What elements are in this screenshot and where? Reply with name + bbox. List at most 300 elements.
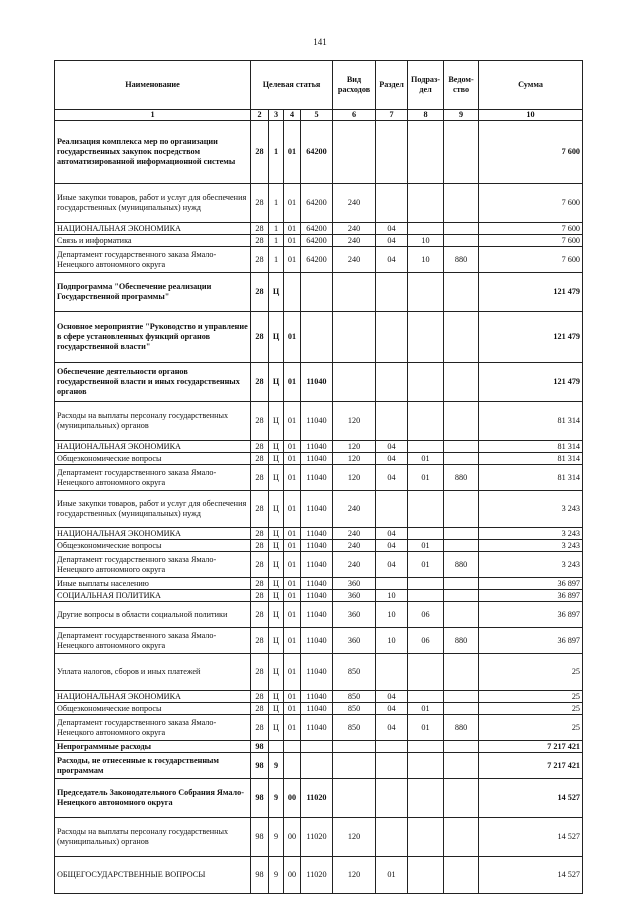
row-name: Общеэкономические вопросы [55,703,251,715]
section-code: 04 [376,540,408,552]
subsection-code [408,818,444,857]
header-name: Наименование [55,61,251,110]
target-code-program: 28 [251,247,269,273]
row-name: Департамент государственного заказа Ямало-Ненецкого автономного округа [55,552,251,578]
target-code-event: 01 [284,465,301,491]
target-code-direction: 11040 [301,441,333,453]
target-code-program: 28 [251,590,269,602]
expense-type: 120 [333,441,376,453]
target-code-subprogram: Ц [269,691,284,703]
expense-type: 850 [333,715,376,741]
expense-type [333,312,376,363]
target-code-program: 98 [251,753,269,779]
section-code [376,753,408,779]
department-code [444,602,479,628]
department-code [444,590,479,602]
target-code-event: 01 [284,578,301,590]
target-code-subprogram: Ц [269,402,284,441]
amount: 36 897 [479,628,583,654]
expense-type: 240 [333,491,376,528]
row-name: Общеэкономические вопросы [55,540,251,552]
table-row [55,235,583,247]
target-code-direction: 11020 [301,779,333,818]
department-code [444,578,479,590]
budget-table [54,60,583,894]
expense-type: 240 [333,552,376,578]
target-code-direction: 11040 [301,691,333,703]
expense-type: 120 [333,465,376,491]
expense-type [333,121,376,184]
row-name: Непрограммные расходы [55,741,251,753]
row-name: Другие вопросы в области социальной политики [55,602,251,628]
column-number: 1 [55,110,251,121]
table-body [55,121,583,894]
amount: 25 [479,654,583,691]
table-row [55,223,583,235]
table-row [55,779,583,818]
row-name: Общеэкономические вопросы [55,453,251,465]
expense-type: 240 [333,235,376,247]
target-code-subprogram: 1 [269,223,284,235]
subsection-code: 10 [408,235,444,247]
column-number: 6 [333,110,376,121]
subsection-code [408,578,444,590]
section-code: 04 [376,528,408,540]
target-code-program: 28 [251,628,269,654]
target-code-program: 28 [251,540,269,552]
target-code-event [284,273,301,312]
row-name: Расходы, не отнесенные к государственным программам [55,753,251,779]
target-code-event: 01 [284,528,301,540]
subsection-code [408,779,444,818]
target-code-program: 98 [251,741,269,753]
target-code-subprogram: 1 [269,121,284,184]
amount: 7 600 [479,235,583,247]
section-code: 10 [376,628,408,654]
target-code-program: 28 [251,402,269,441]
target-code-event: 01 [284,628,301,654]
column-number: 9 [444,110,479,121]
target-code-event: 00 [284,818,301,857]
target-code-subprogram [269,741,284,753]
target-code-event: 01 [284,703,301,715]
target-code-direction: 64200 [301,184,333,223]
amount: 14 527 [479,857,583,894]
target-code-subprogram: 1 [269,184,284,223]
department-code [444,540,479,552]
section-code [376,184,408,223]
target-code-program: 28 [251,703,269,715]
table-row [55,628,583,654]
expense-type [333,753,376,779]
row-name: НАЦИОНАЛЬНАЯ ЭКОНОМИКА [55,441,251,453]
department-code [444,441,479,453]
target-code-direction: 11040 [301,602,333,628]
subsection-code [408,223,444,235]
department-code [444,273,479,312]
row-name: Иные закупки товаров, работ и услуг для обеспечения государственных (муниципальных) нужд [55,184,251,223]
column-number: 10 [479,110,583,121]
department-code [444,121,479,184]
target-code-event: 01 [284,453,301,465]
target-code-direction: 11040 [301,590,333,602]
expense-type: 360 [333,628,376,654]
subsection-code: 01 [408,703,444,715]
target-code-direction: 11040 [301,363,333,402]
subsection-code [408,857,444,894]
target-code-direction: 11040 [301,715,333,741]
row-name: Председатель Законодательного Собрания Ямало-Ненецкого автономного округа [55,779,251,818]
section-code [376,363,408,402]
row-name: ОБЩЕГОСУДАРСТВЕННЫЕ ВОПРОСЫ [55,857,251,894]
target-code-direction: 11040 [301,528,333,540]
target-code-subprogram: Ц [269,654,284,691]
target-code-direction: 64200 [301,121,333,184]
target-code-direction: 11040 [301,402,333,441]
expense-type: 850 [333,654,376,691]
row-name: Иные выплаты населению [55,578,251,590]
target-code-direction: 11020 [301,818,333,857]
section-code [376,273,408,312]
amount: 7 600 [479,121,583,184]
table-row [55,528,583,540]
department-code [444,818,479,857]
target-code-subprogram: Ц [269,715,284,741]
amount: 3 243 [479,552,583,578]
department-code: 880 [444,465,479,491]
table-row [55,703,583,715]
amount: 7 217 421 [479,741,583,753]
section-code: 04 [376,703,408,715]
target-code-subprogram: Ц [269,528,284,540]
amount: 25 [479,715,583,741]
section-code [376,654,408,691]
department-code [444,857,479,894]
subsection-code [408,654,444,691]
subsection-code [408,184,444,223]
target-code-subprogram: Ц [269,602,284,628]
header-subsection: Подраз-дел [408,61,444,110]
target-code-subprogram: 9 [269,818,284,857]
target-code-direction: 11040 [301,491,333,528]
target-code-event: 01 [284,363,301,402]
department-code [444,779,479,818]
department-code: 880 [444,628,479,654]
column-number: 5 [301,110,333,121]
row-name: Расходы на выплаты персоналу государственных (муниципальных) органов [55,402,251,441]
target-code-program: 28 [251,223,269,235]
target-code-subprogram: Ц [269,703,284,715]
target-code-event: 01 [284,312,301,363]
target-code-program: 28 [251,184,269,223]
target-code-event: 01 [284,691,301,703]
target-code-subprogram: Ц [269,273,284,312]
row-name: НАЦИОНАЛЬНАЯ ЭКОНОМИКА [55,223,251,235]
section-code [376,491,408,528]
target-code-subprogram: 1 [269,235,284,247]
amount: 3 243 [479,540,583,552]
table-row [55,402,583,441]
department-code: 880 [444,247,479,273]
expense-type [333,273,376,312]
row-name: Расходы на выплаты персоналу государственных (муниципальных) органов [55,818,251,857]
department-code [444,491,479,528]
target-code-program: 28 [251,235,269,247]
target-code-program: 28 [251,528,269,540]
section-code: 04 [376,441,408,453]
target-code-event: 01 [284,223,301,235]
section-code: 04 [376,223,408,235]
table-row [55,654,583,691]
target-code-direction: 11040 [301,465,333,491]
target-code-program: 98 [251,857,269,894]
row-name: Департамент государственного заказа Ямало-Ненецкого автономного округа [55,247,251,273]
subsection-code [408,691,444,703]
expense-type: 120 [333,453,376,465]
subsection-code [408,753,444,779]
target-code-program: 28 [251,273,269,312]
subsection-code: 01 [408,465,444,491]
target-code-subprogram: 1 [269,247,284,273]
header-department: Ведом-ство [444,61,479,110]
section-code: 04 [376,247,408,273]
row-name: Уплата налогов, сборов и иных платежей [55,654,251,691]
target-code-subprogram: Ц [269,441,284,453]
amount: 7 217 421 [479,753,583,779]
amount: 14 527 [479,779,583,818]
target-code-program: 98 [251,818,269,857]
target-code-direction: 11040 [301,453,333,465]
target-code-program: 28 [251,602,269,628]
amount: 121 479 [479,363,583,402]
expense-type: 360 [333,590,376,602]
amount: 14 527 [479,818,583,857]
target-code-subprogram: 9 [269,753,284,779]
section-code: 04 [376,453,408,465]
row-name: Подпрограмма "Обеспечение реализации Государственной программы" [55,273,251,312]
department-code [444,654,479,691]
amount: 3 243 [479,528,583,540]
table-row [55,715,583,741]
subsection-code: 06 [408,628,444,654]
row-name: Реализация комплекса мер по организации государственных закупок посредством автоматизированной информационной системы [55,121,251,184]
column-number: 2 [251,110,269,121]
target-code-subprogram: Ц [269,465,284,491]
row-name: НАЦИОНАЛЬНАЯ ЭКОНОМИКА [55,691,251,703]
amount: 7 600 [479,247,583,273]
subsection-code [408,491,444,528]
target-code-event: 00 [284,857,301,894]
target-code-event: 00 [284,779,301,818]
column-number: 7 [376,110,408,121]
expense-type: 120 [333,402,376,441]
target-code-program: 28 [251,465,269,491]
target-code-direction: 11040 [301,552,333,578]
row-name: Департамент государственного заказа Ямало-Ненецкого автономного округа [55,715,251,741]
department-code [444,402,479,441]
subsection-code [408,312,444,363]
subsection-code [408,402,444,441]
target-code-direction [301,753,333,779]
row-name: Иные закупки товаров, работ и услуг для обеспечения государственных (муниципальных) нужд [55,491,251,528]
column-number: 4 [284,110,301,121]
amount: 81 314 [479,441,583,453]
target-code-event: 01 [284,602,301,628]
target-code-direction: 11020 [301,857,333,894]
target-code-subprogram: 9 [269,857,284,894]
amount: 7 600 [479,184,583,223]
table-row [55,121,583,184]
target-code-event: 01 [284,491,301,528]
table-row [55,540,583,552]
department-code [444,703,479,715]
target-code-event: 01 [284,121,301,184]
section-code [376,779,408,818]
target-code-program: 28 [251,312,269,363]
table-row [55,753,583,779]
target-code-subprogram: Ц [269,628,284,654]
table-row [55,441,583,453]
subsection-code [408,741,444,753]
table-row [55,590,583,602]
section-code: 04 [376,691,408,703]
target-code-event [284,753,301,779]
target-code-program: 28 [251,654,269,691]
table-row [55,184,583,223]
row-name: СОЦИАЛЬНАЯ ПОЛИТИКА [55,590,251,602]
target-code-event: 01 [284,540,301,552]
header-row [55,61,583,110]
amount: 121 479 [479,273,583,312]
table-row [55,247,583,273]
target-code-event: 01 [284,552,301,578]
target-code-direction: 11040 [301,628,333,654]
section-code [376,741,408,753]
table-row [55,741,583,753]
header-sum: Сумма [479,61,583,110]
department-code [444,184,479,223]
table-row [55,691,583,703]
row-name: НАЦИОНАЛЬНАЯ ЭКОНОМИКА [55,528,251,540]
header-expense-type: Вид расходов [333,61,376,110]
subsection-code [408,363,444,402]
target-code-subprogram: Ц [269,363,284,402]
section-code: 04 [376,235,408,247]
amount: 36 897 [479,590,583,602]
section-code [376,578,408,590]
target-code-event: 01 [284,441,301,453]
target-code-direction: 11040 [301,540,333,552]
subsection-code [408,121,444,184]
table-row [55,491,583,528]
section-code: 10 [376,602,408,628]
target-code-direction: 64200 [301,235,333,247]
expense-type: 360 [333,602,376,628]
column-number: 8 [408,110,444,121]
target-code-event: 01 [284,654,301,691]
page-number: 141 [313,37,327,47]
section-code: 04 [376,552,408,578]
expense-type [333,741,376,753]
amount: 81 314 [479,402,583,441]
target-code-direction [301,273,333,312]
amount: 7 600 [479,223,583,235]
department-code: 880 [444,715,479,741]
subsection-code [408,273,444,312]
table-row [55,602,583,628]
department-code [444,528,479,540]
column-number-row [55,110,583,121]
section-code: 01 [376,857,408,894]
subsection-code: 01 [408,552,444,578]
department-code [444,363,479,402]
target-code-direction: 11040 [301,703,333,715]
row-name: Связь и информатика [55,235,251,247]
target-code-program: 28 [251,441,269,453]
header-target-article: Целевая статья [251,61,333,110]
subsection-code [408,528,444,540]
table-row [55,552,583,578]
amount: 25 [479,691,583,703]
table-row [55,312,583,363]
target-code-event: 01 [284,184,301,223]
row-name: Департамент государственного заказа Ямало-Ненецкого автономного округа [55,628,251,654]
section-code [376,121,408,184]
target-code-program: 28 [251,491,269,528]
department-code [444,453,479,465]
department-code [444,312,479,363]
target-code-event: 01 [284,715,301,741]
subsection-code: 06 [408,602,444,628]
target-code-subprogram: Ц [269,312,284,363]
target-code-subprogram: Ц [269,453,284,465]
expense-type: 360 [333,578,376,590]
target-code-direction [301,312,333,363]
target-code-program: 28 [251,363,269,402]
expense-type [333,363,376,402]
expense-type: 120 [333,857,376,894]
target-code-event: 01 [284,590,301,602]
target-code-direction: 11040 [301,654,333,691]
subsection-code: 01 [408,540,444,552]
target-code-subprogram: Ц [269,540,284,552]
table-row [55,578,583,590]
target-code-direction [301,741,333,753]
department-code: 880 [444,552,479,578]
row-name: Департамент государственного заказа Ямало-Ненецкого автономного округа [55,465,251,491]
expense-type: 240 [333,184,376,223]
amount: 81 314 [479,465,583,491]
department-code [444,753,479,779]
department-code [444,741,479,753]
target-code-program: 28 [251,691,269,703]
section-code [376,402,408,441]
expense-type: 240 [333,247,376,273]
target-code-program: 28 [251,552,269,578]
section-code [376,818,408,857]
subsection-code: 01 [408,453,444,465]
department-code [444,235,479,247]
amount: 121 479 [479,312,583,363]
section-code [376,312,408,363]
header-section: Раздел [376,61,408,110]
subsection-code [408,590,444,602]
amount: 36 897 [479,578,583,590]
target-code-subprogram: 9 [269,779,284,818]
target-code-subprogram: Ц [269,491,284,528]
expense-type: 240 [333,540,376,552]
expense-type: 240 [333,528,376,540]
